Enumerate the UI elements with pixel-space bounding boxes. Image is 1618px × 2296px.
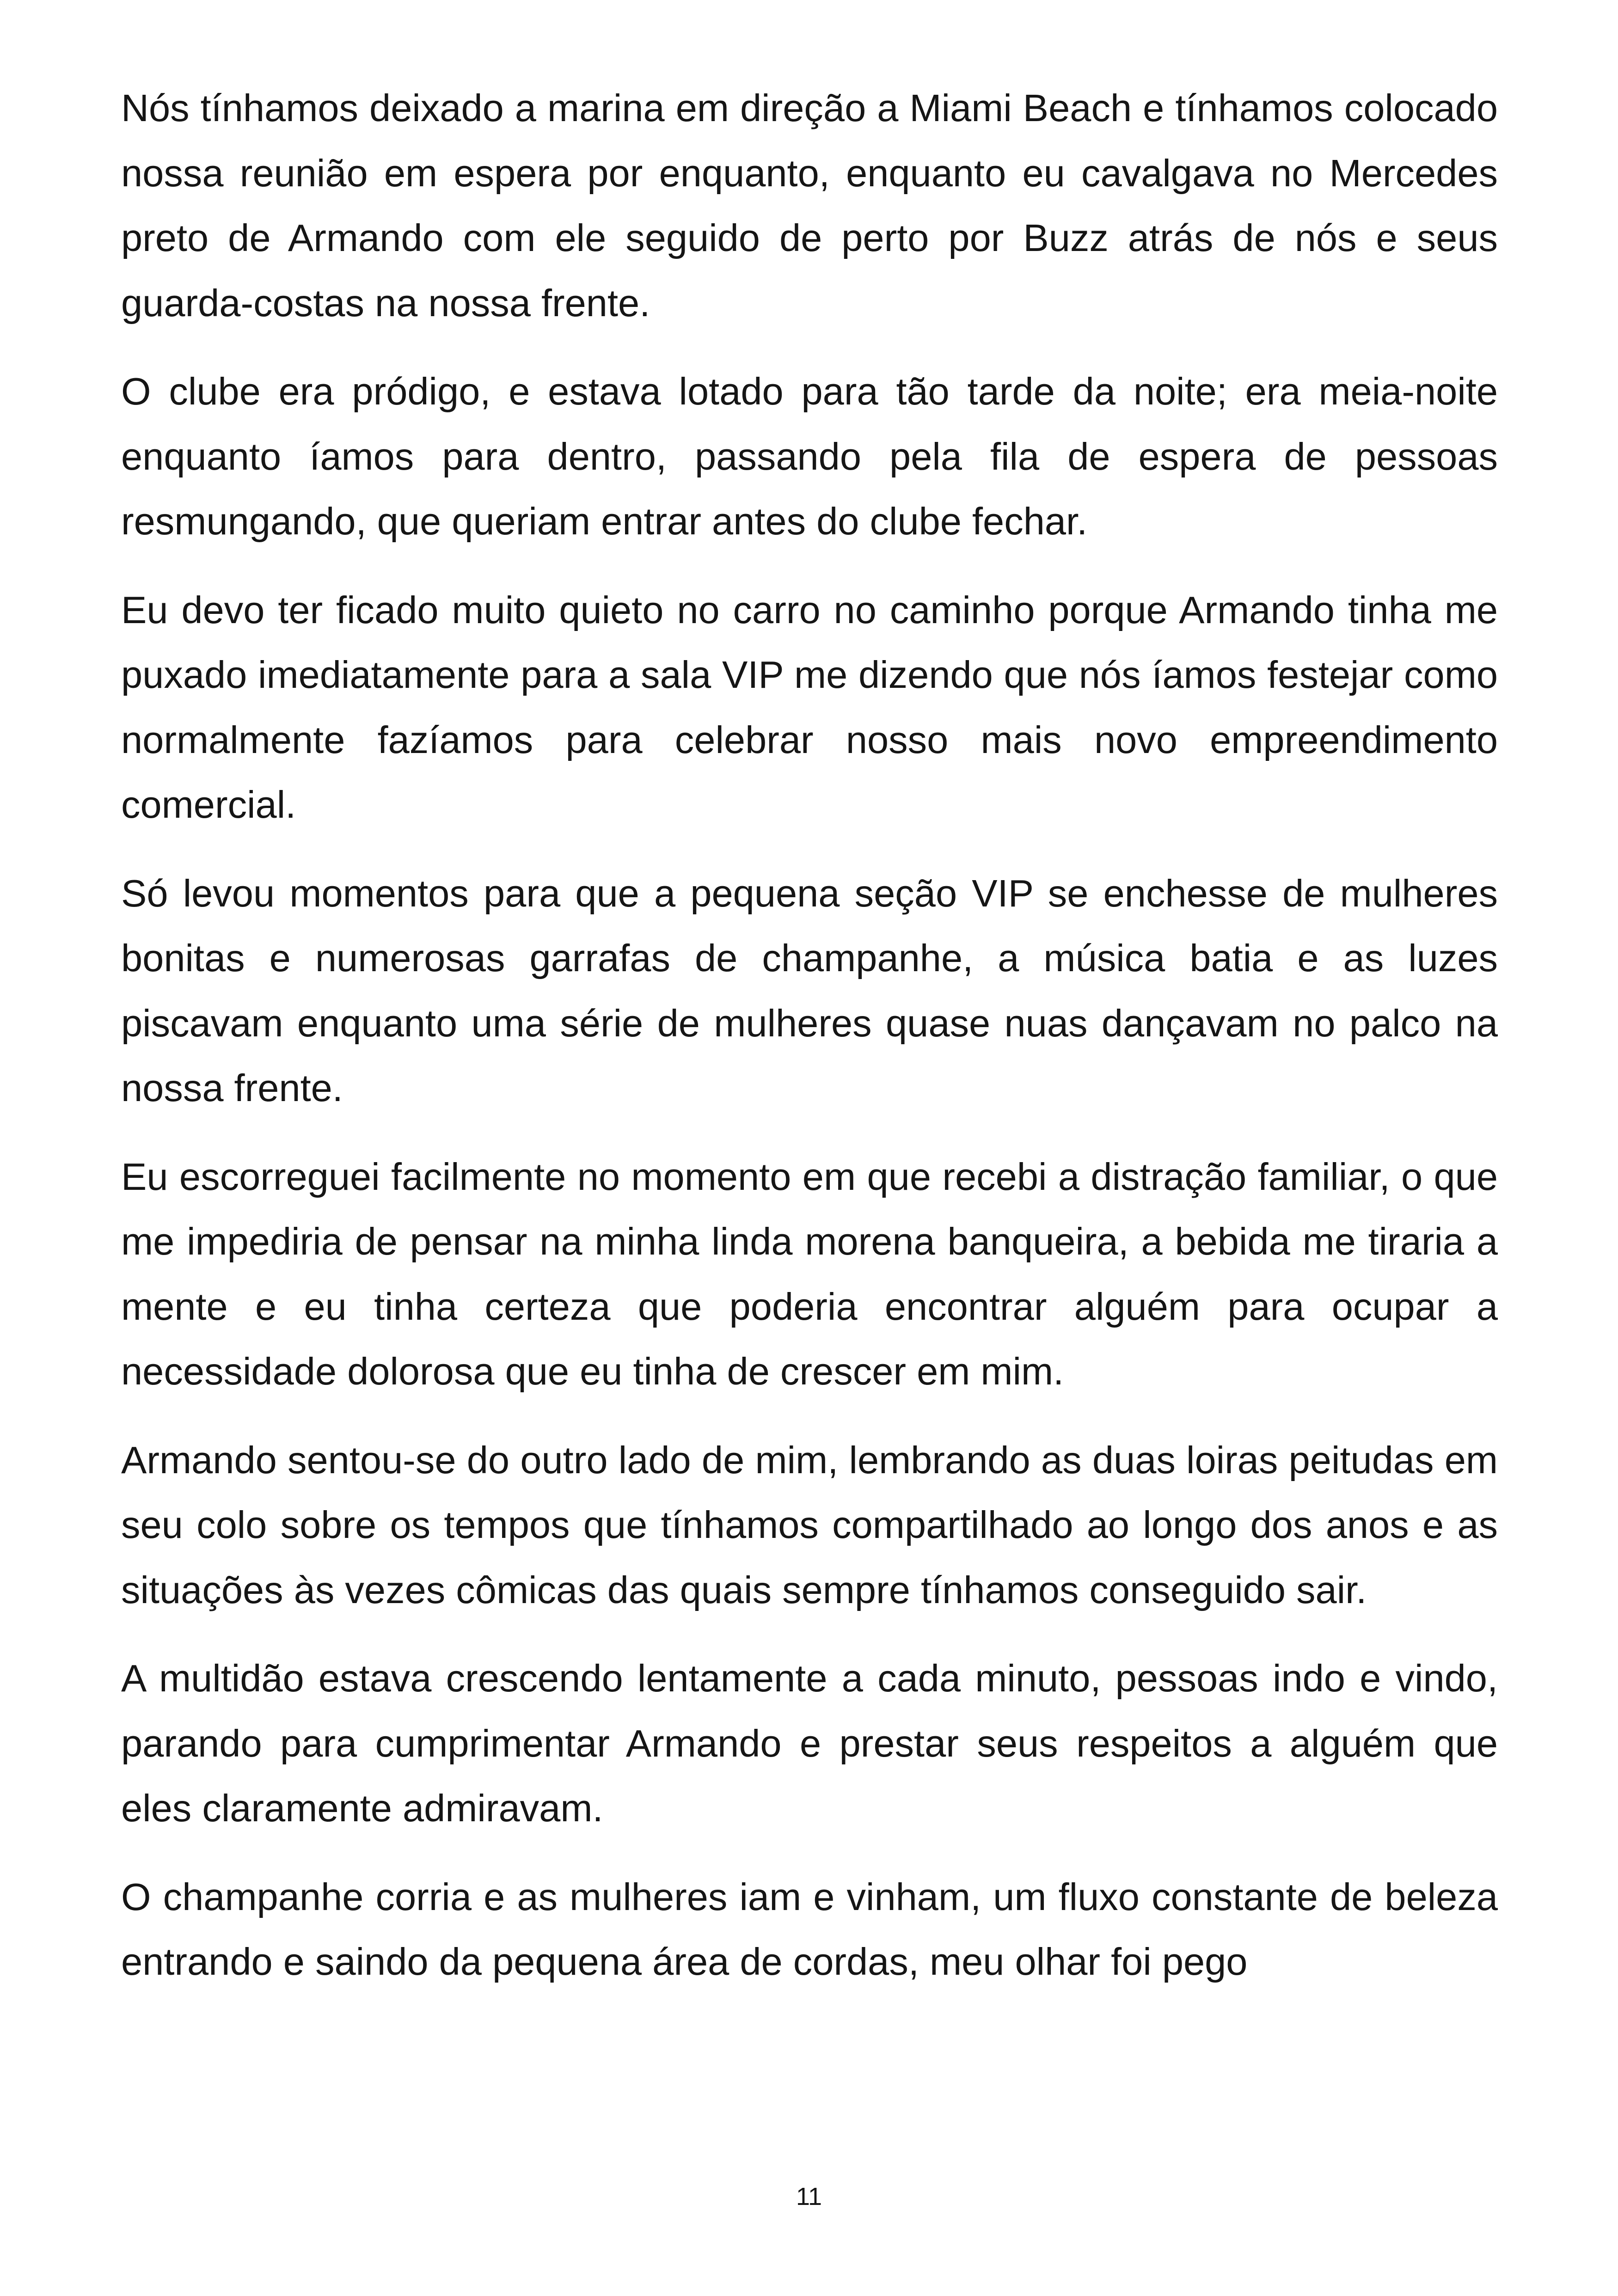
paragraph: Armando sentou-se do outro lado de mim, lembrando as duas loiras peitudas em seu colo sobre os tempos que tínhamos compartilhado ao longo dos anos e as situações às vezes cômicas das quais sempre tínhamos conseguido sair. — [121, 1438, 1498, 1611]
paragraph: O clube era pródigo, e estava lotado para tão tarde da noite; era meia-noite enquanto íamos para dentro, passando pela fila de espera de pessoas resmungando, que queriam entrar antes do clube fechar. — [121, 370, 1498, 543]
paragraph: O champanhe corria e as mulheres iam e vinham, um fluxo constante de beleza entrando e saindo da pequena área de cordas, meu olhar foi pego — [121, 1875, 1498, 1983]
body-text — [121, 76, 1498, 1995]
paragraph: Eu devo ter ficado muito quieto no carro no caminho porque Armando tinha me puxado imediatamente para a sala VIP me dizendo que nós íamos festejar como normalmente fazíamos para celebrar nosso mais novo empreendimento comercial. — [121, 588, 1498, 826]
page-number: 11 — [796, 2183, 822, 2210]
paragraph: Eu escorreguei facilmente no momento em que recebi a distração familiar, o que me impediria de pensar na minha linda morena banqueira, a bebida me tiraria a mente e eu tinha certeza que poderia encontrar alguém para ocupar a necessidade dolorosa que eu tinha de crescer em mim. — [121, 1155, 1498, 1393]
paragraph: Só levou momentos para que a pequena seção VIP se enchesse de mulheres bonitas e numerosas garrafas de champanhe, a música batia e as luzes piscavam enquanto uma série de mulheres quase nuas dançavam no palco na nossa frente. — [121, 871, 1498, 1109]
paragraph: Nós tínhamos deixado a marina em direção a Miami Beach e tínhamos colocado nossa reunião em espera por enquanto, enquanto eu cavalgava no Mercedes preto de Armando com ele seguido de perto por Buzz atrás de nós e seus guarda-costas na nossa frente. — [121, 86, 1498, 325]
paragraph: A multidão estava crescendo lentamente a cada minuto, pessoas indo e vindo, parando para cumprimentar Armando e prestar seus respeitos a alguém que eles claramente admiravam. — [121, 1657, 1498, 1830]
